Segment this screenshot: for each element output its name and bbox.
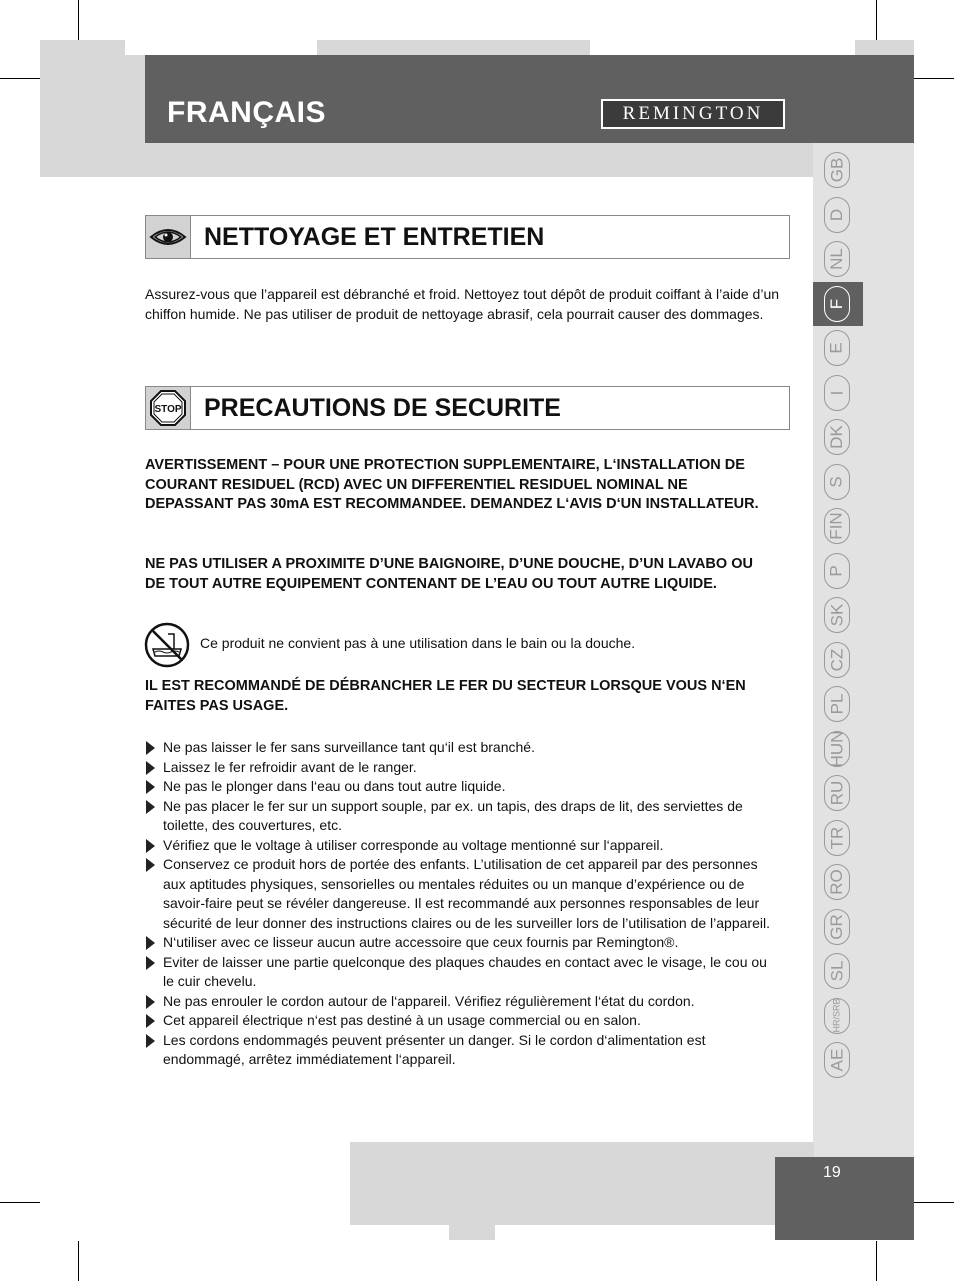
language-tab-d[interactable] xyxy=(813,193,863,238)
language-tab-pill xyxy=(824,1042,850,1078)
language-tab-label: PL xyxy=(826,693,846,715)
bullet-arrow-icon xyxy=(146,780,155,794)
page-number-box xyxy=(775,1157,914,1240)
safety-bullet xyxy=(145,1031,770,1070)
language-tab-label: CZ xyxy=(826,648,846,671)
crop-mark xyxy=(78,1241,79,1281)
language-tab-label: RO xyxy=(827,869,846,895)
language-tab-pill xyxy=(824,953,850,989)
language-tab-label: DK xyxy=(827,425,846,449)
bullet-text: Ne pas enrouler le cordon autour de l‘appareil. Vérifiez régulièrement l‘état du cordon. xyxy=(163,992,695,1009)
language-tab-pill xyxy=(824,731,850,767)
safety-bullet-list xyxy=(145,738,770,1070)
bullet-text: Eviter de laisser une partie quelconque des plaques chaudes en contact avec le visage, le cou ou le cuir chevelu. xyxy=(163,953,767,989)
footer-band-tab xyxy=(449,1224,495,1240)
bullet-text: Ne pas placer le fer sur un support souple, par ex. un tapis, des draps de lit, des serviettes de toilette, des couvertures, etc. xyxy=(163,797,743,833)
no-bath-icon xyxy=(144,622,190,668)
warning-water: NE PAS UTILISER A PROXIMITE D’UNE BAIGNOIRE, D’UNE DOUCHE, D’UN LAVABO OU DE TOUT AUTRE EQUIPEMENT CONTENANT DE L’EAU OU TOUT AUTRE LIQUIDE. xyxy=(145,556,753,592)
language-tab-label: S xyxy=(827,475,846,488)
language-tab-label: GB xyxy=(827,157,846,183)
safety-bullet xyxy=(145,992,770,1012)
crop-mark xyxy=(914,1202,954,1203)
language-tab-fin[interactable] xyxy=(813,504,863,549)
language-tab-pill xyxy=(824,642,850,678)
language-tab-ae[interactable] xyxy=(813,1038,863,1083)
language-tab-gr[interactable] xyxy=(813,905,863,950)
language-tab-pill xyxy=(824,286,850,322)
language-tab-nl[interactable] xyxy=(813,237,863,282)
language-tab-pill xyxy=(824,998,850,1034)
language-tab-tr[interactable] xyxy=(813,816,863,861)
language-tab-pill xyxy=(824,508,850,544)
language-tab-pill xyxy=(824,553,850,589)
bullet-arrow-icon xyxy=(146,995,155,1009)
language-tab-pill xyxy=(824,820,850,856)
bath-note: Ce produit ne convient pas à une utilisation dans le bain ou la douche. xyxy=(200,635,636,651)
section-header-safety xyxy=(145,386,790,430)
crop-mark xyxy=(876,0,877,40)
safety-bullet xyxy=(145,758,770,778)
language-tab-pill xyxy=(824,864,850,900)
bullet-arrow-icon xyxy=(146,956,155,970)
language-tab-p[interactable] xyxy=(813,549,863,594)
language-tab-pill xyxy=(824,330,850,366)
language-tab-label: D xyxy=(827,208,846,221)
language-tab-pill xyxy=(824,241,850,277)
crop-mark xyxy=(78,0,79,40)
language-tab-hun[interactable] xyxy=(813,727,863,772)
language-tab-label: E xyxy=(827,342,846,354)
header-band-left xyxy=(40,40,125,177)
page-title: FRANÇAIS xyxy=(167,96,326,129)
safety-bullet xyxy=(145,777,770,797)
language-tab-label: F xyxy=(826,298,846,309)
eye-icon xyxy=(146,216,191,258)
language-tab-label: SK xyxy=(827,603,846,627)
bullet-arrow-icon xyxy=(146,858,155,872)
language-tab-pill xyxy=(824,909,850,945)
language-tab-label: RU xyxy=(827,780,846,806)
bullet-text: Ne pas laisser le fer sans surveillance tant qu‘il est branché. xyxy=(163,739,535,755)
safety-bullet xyxy=(145,797,770,836)
language-tab-e[interactable] xyxy=(813,326,863,371)
language-tab-label: HUN xyxy=(827,730,846,767)
language-tab-label: P xyxy=(827,564,846,577)
language-tab-ru[interactable] xyxy=(813,771,863,816)
language-tab-pill xyxy=(824,464,850,500)
language-tab-f[interactable] xyxy=(813,282,863,327)
warning-rcd: AVERTISSEMENT – POUR UNE PROTECTION SUPPLEMENTAIRE, L‘INSTALLATION DE COURANT RESIDUEL (RCD) AVEC UN DIFFERENTIEL RESIDUEL NOMINAL NE DEPASSANT PAS 30mA EST RECOMMANDEE. DEMANDEZ L‘AVIS D‘UN INSTALLATEUR. xyxy=(145,457,759,512)
language-tab-cz[interactable] xyxy=(813,638,863,683)
bullet-text: Ne pas le plonger dans l‘eau ou dans tout autre liquide. xyxy=(163,778,506,794)
crop-mark xyxy=(876,1241,877,1281)
language-tab-pill xyxy=(824,152,850,188)
language-tab-label: FIN xyxy=(827,512,847,540)
safety-bullet xyxy=(145,855,770,933)
language-tab-sl[interactable] xyxy=(813,949,863,994)
bullet-arrow-icon xyxy=(146,936,155,950)
bullet-text: N‘utiliser avec ce lisseur aucun autre accessoire que ceux fournis par Remington®. xyxy=(163,934,679,950)
language-tab-dk[interactable] xyxy=(813,415,863,460)
language-tab-pill xyxy=(824,197,850,233)
bullet-arrow-icon xyxy=(146,741,155,755)
crop-mark xyxy=(914,78,954,79)
bullet-arrow-icon xyxy=(146,1014,155,1028)
footer-band xyxy=(350,1142,814,1225)
language-tab-label: I xyxy=(826,390,846,395)
bullet-arrow-icon xyxy=(146,839,155,853)
safety-bullet xyxy=(145,1011,770,1031)
crop-mark xyxy=(0,1202,40,1203)
stop-sign-icon xyxy=(146,387,191,429)
bullet-text: Conservez ce produit hors de portée des enfants. L’utilisation de cet appareil par des personnes aux aptitudes physiques, sensorielles ou mentales réduites ou un manque d’expérience ou de savoir-faire peut se révéler dangereuse. Il est recommandé aux personnes responsables de leur sécurité de leur donner des instructions claires ou de les surveiller lors de l’utilisation de l’appareil. xyxy=(163,856,770,931)
bullet-arrow-icon xyxy=(146,800,155,814)
language-tab-label: TR xyxy=(826,826,846,849)
section-title: PRECAUTIONS DE SECURITE xyxy=(204,394,561,422)
brand-logo xyxy=(601,99,785,129)
language-tab-label: HR/SRB xyxy=(831,998,842,1033)
warning-unplug: IL EST RECOMMANDÉ DE DÉBRANCHER LE FER DU SECTEUR LORSQUE VOUS N‘EN FAITES PAS USAGE. xyxy=(145,678,746,714)
language-tab-label: AE xyxy=(827,1048,846,1072)
language-tab-ro[interactable] xyxy=(813,860,863,905)
language-tab-label: NL xyxy=(826,248,846,270)
language-tab-pill xyxy=(824,375,850,411)
safety-bullet xyxy=(145,953,770,992)
language-tab-gb[interactable] xyxy=(813,148,863,193)
page-number: 19 xyxy=(823,1164,841,1181)
section-title: NETTOYAGE ET ENTRETIEN xyxy=(204,223,545,251)
brand-name: REMINGTON xyxy=(622,103,764,124)
language-tab-pill xyxy=(824,686,850,722)
language-tab-sk[interactable] xyxy=(813,593,863,638)
section-header-cleaning xyxy=(145,215,790,259)
language-tab-pl[interactable] xyxy=(813,682,863,727)
language-tab-hr-srb[interactable] xyxy=(813,994,863,1039)
crop-mark xyxy=(0,78,40,79)
language-tab-label: SL xyxy=(826,960,846,982)
language-tab-pill xyxy=(824,775,850,811)
bullet-text: Laissez le fer refroidir avant de le ranger. xyxy=(163,758,417,775)
bullet-text: Vérifiez que le voltage à utiliser corresponde au voltage mentionné sur l‘appareil. xyxy=(163,836,664,853)
language-tab-pill xyxy=(824,597,850,633)
bullet-text: Les cordons endommagés peuvent présenter un danger. Si le cordon d‘alimentation est endommagé, arrêtez immédiatement l‘appareil. xyxy=(163,1031,706,1067)
language-tab-pill xyxy=(824,419,850,455)
safety-bullet xyxy=(145,738,770,758)
stop-label: STOP xyxy=(154,404,182,415)
language-tab-i[interactable] xyxy=(813,371,863,416)
bullet-arrow-icon xyxy=(146,1034,155,1048)
cleaning-text: Assurez-vous que l’appareil est débranché et froid. Nettoyez tout dépôt de produit coiffant à l’aide d’un chiffon humide. Ne pas utiliser de produit de nettoyage abrasif, cela pourrait causer des dommages. xyxy=(145,286,780,322)
bullet-arrow-icon xyxy=(146,761,155,775)
language-tab-label: GR xyxy=(827,913,846,940)
bullet-text: Cet appareil électrique n‘est pas destiné à un usage commercial ou en salon. xyxy=(163,1012,641,1028)
language-tab-s[interactable] xyxy=(813,460,863,505)
language-tabs xyxy=(813,148,863,1083)
safety-bullet xyxy=(145,836,770,856)
safety-bullet xyxy=(145,933,770,953)
